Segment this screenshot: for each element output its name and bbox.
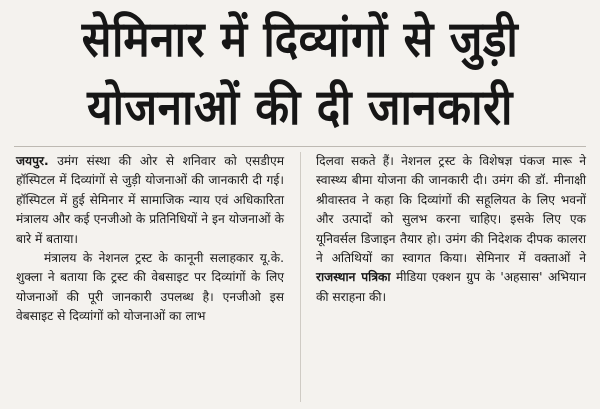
column-divider [300,152,301,402]
dateline: जयपुर. [16,154,49,168]
paragraph-1-text: उमंग संस्था की ओर से शनिवार को एसडीएम हॉस्पिटल में दिव्यांगों से जुड़ी योजनाओं की जानकारी दी गई। हॉस्पिटल में हुई सेमिनार में सामाजिक न्याय एवं अधिकारिता मंत्रालय और कई एनजीओ के प्रतिनिधियों ने इन योजनाओं के बारे में बताया। [16,154,284,246]
paragraph-3-text-after: मीडिया एक्शन ग्रुप के 'अहसास' अभियान की सराहना की। [316,270,586,304]
headline-line-2: योजनाओं की दी जानकारी [87,79,513,137]
publication-name: राजस्थान पत्रिका [316,270,391,285]
headline [0,0,600,140]
headline-line-1: सेमिनार में दिव्यांगों से जुड़ी [81,11,519,69]
article-column-right [316,152,586,307]
article-paragraph-1 [16,152,284,249]
paragraph-3-text-before: दिलवा सकते हैं। नेशनल ट्रस्ट के विशेषज्ञ पंकज मारू ने स्वास्थ्य बीमा योजना की जानकारी दी। उमंग की डॉ. मीनाक्षी श्रीवास्तव ने कहा कि दिव्यांगों की सहूलियत के लिए भवनों और उत्पादों को सुलभ करना चाहिए। इसके लिए एक यूनिवर्सल डिजाइन तैयार हो। उमंग की निदेशक दीपक कालरा ने अतिथियों का स्वागत किया। सेमिनार में वक्ताओं ने [316,154,586,266]
article-paragraph-2: मंत्रालय के नेशनल ट्रस्ट के कानूनी सलाहकार यू.के. शुक्ला ने बताया कि ट्रस्ट की वेबसाइट पर दिव्यांगों के लिए योजनाओं की पूरी जानकारी उपलब्ध है। एनजीओ इस वेबसाइट से दिव्यांगों को योजनाओं का लाभ [16,251,284,324]
article-paragraph-3 [316,152,586,307]
headline-rule [14,146,586,147]
article-column-left [16,152,284,327]
